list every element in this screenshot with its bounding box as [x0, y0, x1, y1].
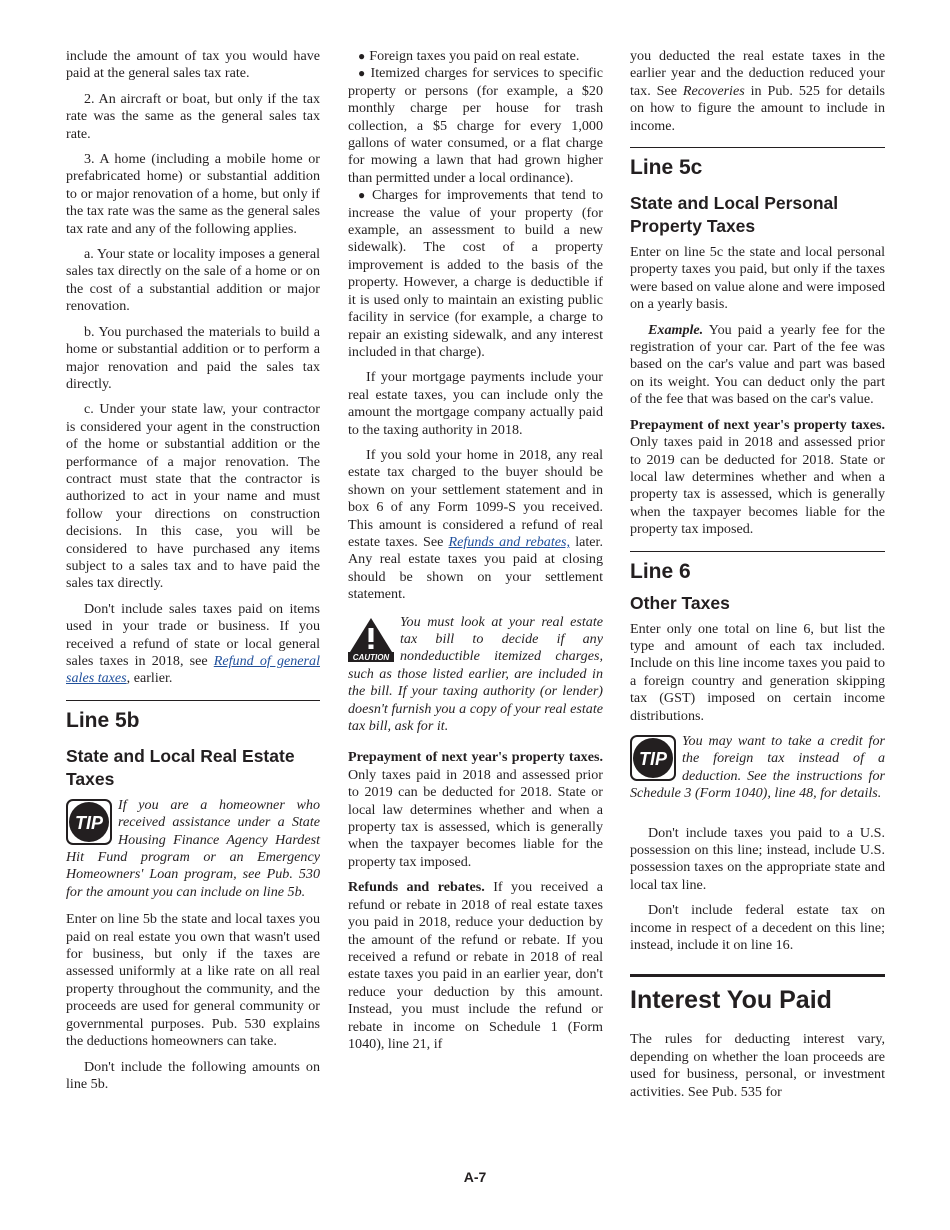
section-divider-thick — [630, 974, 885, 977]
section-divider — [630, 147, 885, 148]
paragraph-interest-rules: The rules for deducting interest vary, depending on whether the loan proceeds are used for business, personal, or investment activities. See Pub. 535 for — [630, 1031, 885, 1100]
bullet-foreign-taxes: ● Foreign taxes you paid on real estate. — [358, 48, 580, 64]
tip-icon — [630, 735, 676, 781]
tip-text: You may want to take a credit for the foreign tax instead of a deduction. See the instructions for Schedule 3 (Form 1040), line 48, for details. — [630, 732, 885, 802]
paragraph-item-b: b. You purchased the materials to build a home or substantial addition or to perform a major renovation and paid the sales tax directly. — [66, 323, 320, 392]
tip-callout — [66, 797, 320, 901]
paragraph-us-possession: Don't include taxes you paid to a U.S. possession on this line; instead, include U.S. possession taxes on the appropriate state and local tax line. — [630, 824, 885, 893]
bullet-improvements: ● Charges for improvements that tend to increase the value of your property (for example, an assessment to build a new sidewalk). The cost of a property improvement is added to the basis of the property. However, a charge is deductible if it is used only to maintain an existing public facility in service (for example, a charge to repair an existing sidewalk, and any interest included in that charge). — [348, 187, 603, 360]
bullet-icon: ● — [358, 188, 369, 203]
bullet-icon: ● — [358, 49, 366, 63]
subheading-other-taxes: Other Taxes — [630, 592, 730, 613]
refunds-and-rebates-link[interactable]: Refunds and rebates, — [448, 533, 570, 550]
paragraph-intro: include the amount of tax you would have paid at the general sales tax rate. — [66, 48, 320, 82]
tip-icon — [66, 799, 112, 845]
paragraph-item-c: c. Under your state law, your contractor is considered your agent in the construction of the home or substantial addition or the performance of a major renovation. The contract must state that the contractor is authorized to act in your name and must follow your directions on construction decisions. In this case, you will be considered to have purchased any items subject to a sales tax and to have paid the sales tax directly. — [66, 401, 320, 592]
heading-line-6: Line 6 — [630, 559, 691, 583]
paragraph-federal-estate-tax: Don't include federal estate tax on income in respect of a decedent on this line; instead, include it on line 16. — [630, 902, 885, 954]
section-divider — [66, 700, 320, 701]
paragraph-sold-home: If you sold your home in 2018, any real estate tax charged to the buyer should be shown on your settlement statement and in box 6 of any Form 1099-S you received. This amount is considered a refund of real estate taxes. See Refunds and rebates, later. Any real estate taxes you paid at closing should be shown on your settlement statement. — [348, 446, 603, 603]
svg-text:CAUTION: CAUTION — [352, 652, 390, 662]
subheading-real-estate-taxes: State and Local Real Estate Taxes — [66, 745, 295, 789]
paragraph-enter-line-5b: Enter on line 5b the state and local taxes you paid on real estate you own that wasn't used for business, but only if the taxes are assessed uniformly at a like rate on all real property throughout the community, and the proceeds are used for general community or governmental purposes. Pub. 530 explains the deductions homeowners can take. — [66, 911, 320, 1050]
column-1 — [66, 48, 320, 1101]
paragraph-refunds-rebates: Refunds and rebates. If you received a refund or rebate in 2018 of real estate taxes you paid in 2018, reduce your deduction by the amount of the refund or rebate. If you received a refund or rebate in 2018 of real estate taxes you paid in an earlier year, don't reduce your deduction by this amount. Instead, you must include the refund or rebate in income on Schedule 1 (Form 1040), line 21, if — [348, 879, 603, 1052]
section-divider — [630, 551, 885, 552]
paragraph-enter-line-5c: Enter on line 5c the state and local personal property taxes you paid, but only if the taxes were based on value alone and were imposed on a yearly basis. — [630, 244, 885, 313]
paragraph-enter-line-6: Enter only one total on line 6, but list the type and amount of each tax included. Include on this line income taxes you paid to a foreign country and generation skipping tax (GST) imposed on certain income distributions. — [630, 620, 885, 724]
heading-interest-you-paid: Interest You Paid — [630, 986, 832, 1015]
tip-text: If you are a homeowner who received assistance under a State Housing Finance Agency Hardest Hit Fund program or an Emergency Homeowners' Loan program, see Pub. 530 for the amount you can include on line 5b. — [66, 796, 320, 900]
paragraph-item-a: a. Your state or locality imposes a general sales tax directly on the sale of a home or on the cost of a substantial addition or major renovation. — [66, 246, 320, 315]
caution-icon — [348, 616, 394, 662]
paragraph-aircraft-boat: 2. An aircraft or boat, but only if the tax rate was the same as the general sales tax rate. — [66, 90, 320, 142]
bullet-itemized-charges: ● Itemized charges for services to specific property or persons (for example, a $20 monthly charge per house for trash collection, a $5 charge for every 1,000 gallons of water consumed, or a flat charge for mowing a lawn that had grown higher than permitted under a local ordinance). — [348, 65, 604, 186]
column-3 — [630, 48, 885, 1109]
tip-callout — [630, 733, 885, 803]
caution-text: You must look at your real estate tax bill to decide if any nondeductible itemized charges, such as those listed earlier, are included in the bill. If your taxing authority (or lender) doesn't furnish you a copy of your real estate tax bill, ask for it. — [348, 613, 603, 735]
paragraph-continued: you deducted the real estate taxes in the earlier year and the deduction reduced your tax. See Recoveries in Pub. 525 for details on how to figure the amount to include in income. — [630, 48, 885, 134]
column-2 — [348, 48, 603, 1061]
paragraph-example: Example. You paid a yearly fee for the registration of your car. Part of the fee was based on the car's value and part was based on its weight. You can deduct only the part of the fee that was based on the car's value. — [630, 321, 885, 408]
caution-callout — [348, 614, 603, 736]
paragraph-prepayment: Prepayment of next year's property taxes. Only taxes paid in 2018 and assessed prior to 2019 can be deducted for 2018. State or local law determines whether and when a property tax is assessed, which is generally when the taxpayer becomes liable for the property tax imposed. — [348, 749, 603, 870]
refund-general-sales-taxes-link[interactable]: Refund of general sales taxes — [66, 653, 320, 687]
paragraph-mortgage: If your mortgage payments include your real estate taxes, you can include only the amount the mortgage company actually paid to the taxing authority in 2018. — [348, 369, 603, 438]
svg-text:TIP: TIP — [638, 748, 668, 769]
paragraph-dont-include-sales: Don't include sales taxes paid on items used in your trade or business. If you received a refund of state or local general sales taxes in 2018, see Refund of general sales taxes, earlier. — [66, 600, 320, 687]
heading-line-5c: Line 5c — [630, 156, 703, 180]
page-number: A-7 — [463, 1169, 487, 1185]
paragraph-dont-include-following: Don't include the following amounts on line 5b. — [66, 1058, 320, 1092]
heading-line-5b: Line 5b — [66, 708, 140, 732]
subheading-personal-property-taxes: State and Local Personal Property Taxes — [630, 193, 839, 237]
paragraph-prepayment: Prepayment of next year's property taxes. Only taxes paid in 2018 and assessed prior to 2019 can be deducted for 2018. State or local law determines whether and when a property tax is assessed, which is generally when the taxpayer becomes liable for the property tax imposed. — [630, 416, 885, 538]
paragraph-home: 3. A home (including a mobile home or prefabricated home) or substantial addition to or major renovation of a home, but only if the tax rate was the same as the general sales tax rate and any of the following applies. — [66, 151, 320, 237]
svg-text:TIP: TIP — [74, 812, 104, 833]
bullet-icon: ● — [358, 66, 367, 81]
